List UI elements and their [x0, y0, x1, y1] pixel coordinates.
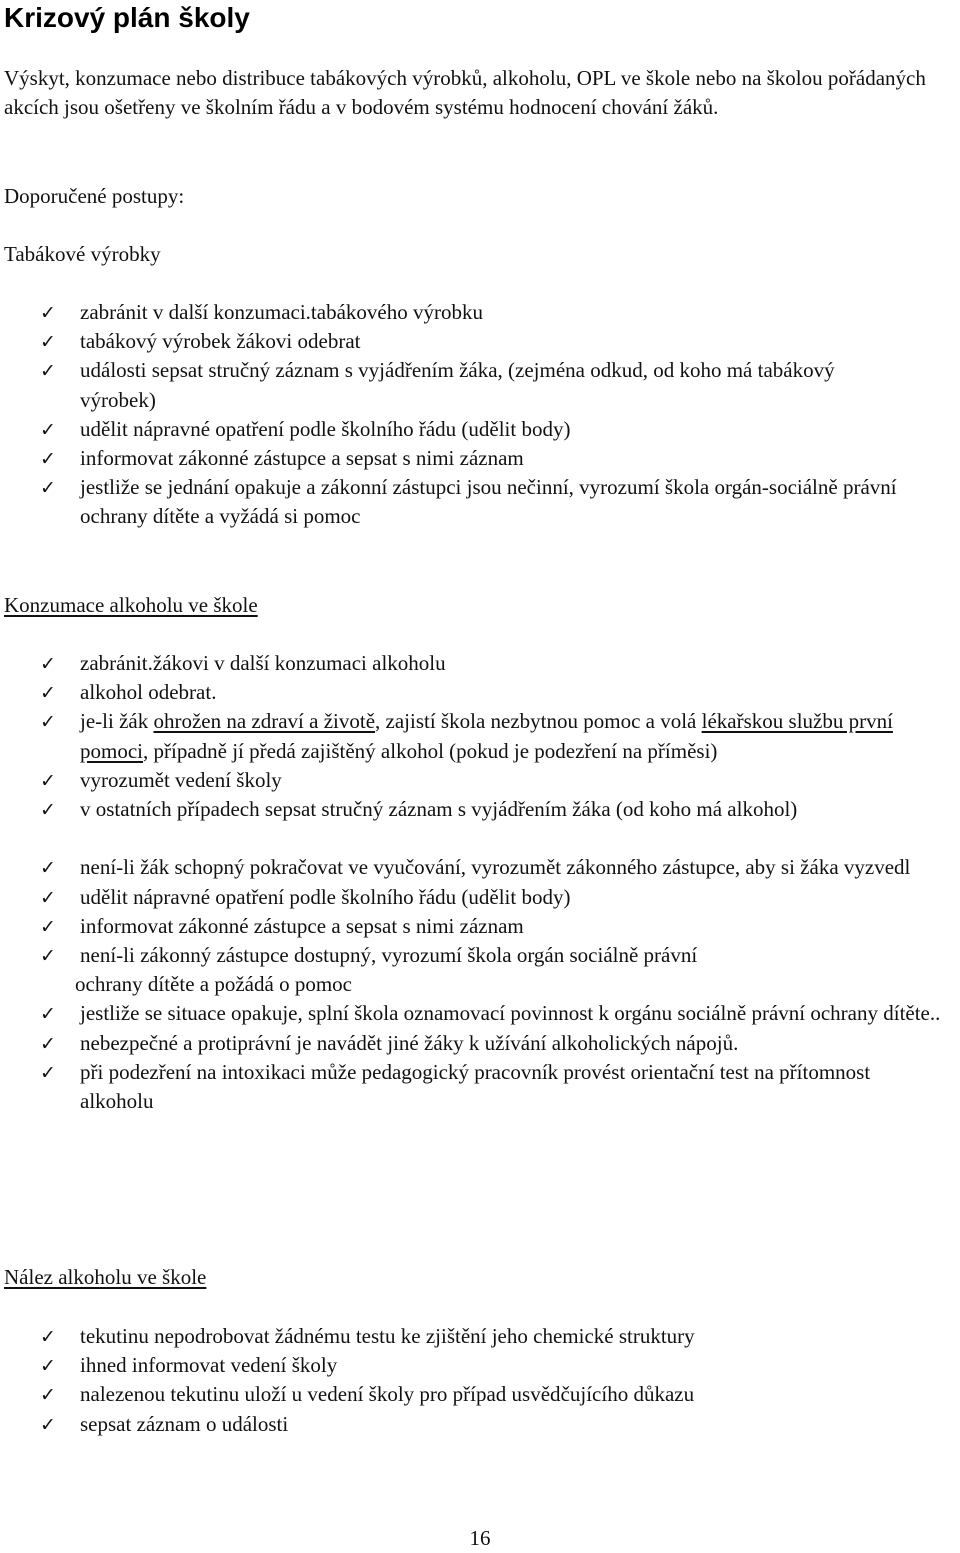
list-item: ✓ tabákový výrobek žákovi odebrat	[0, 327, 960, 356]
list-item: ✓ udělit nápravné opatření podle školního řádu (udělit body)	[0, 883, 960, 912]
alcohol-list	[0, 649, 960, 1116]
list-item: ✓ zabránit.žákovi v další konzumaci alkoholu	[0, 649, 960, 678]
list-item: ✓ ihned informovat vedení školy	[0, 1351, 960, 1380]
checkmark-icon: ✓	[40, 682, 56, 705]
checkmark-icon: ✓	[40, 1413, 56, 1436]
list-item: ✓ tekutinu nepodrobovat žádnému testu ke zjištění jeho chemické struktury	[0, 1322, 960, 1351]
list-gap	[0, 824, 960, 853]
found-heading: Nález alkoholu ve škole	[4, 1265, 207, 1289]
checkmark-icon: ✓	[40, 915, 56, 938]
intro-paragraph: Výskyt, konzumace nebo distribuce tabákových výrobků, alkoholu, OPL ve škole nebo na školou pořádaných akcích jsou ošetřeny ve školním řádu a v bodovém systému hodnocení chování žáků.	[4, 66, 926, 119]
page-title: Krizový plán školy	[4, 2, 250, 33]
checkmark-icon: ✓	[40, 448, 56, 471]
list-item: ✓ v ostatních případech sepsat stručný záznam s vyjádřením žáka (od koho má alkohol)	[0, 795, 960, 824]
checkmark-icon: ✓	[40, 857, 56, 880]
tobacco-heading: Tabákové výrobky	[4, 242, 161, 266]
tobacco-list	[0, 298, 960, 532]
list-continuation: ochrany dítěte a požádá o pomoc	[75, 972, 352, 997]
checkmark-icon: ✓	[40, 418, 56, 441]
checkmark-icon: ✓	[40, 1061, 56, 1084]
list-item: ✓ informovat zákonné zástupce a sepsat s nimi záznam	[0, 444, 960, 473]
checkmark-icon: ✓	[40, 945, 56, 968]
list-item: ✓ jestliže se jednání opakuje a zákonní zástupci jsou nečinní, vyrozumí škola orgán-sociálně právní ochrany dítěte a vyžádá si pomoc	[40, 475, 897, 529]
checkmark-icon: ✓	[40, 331, 56, 354]
recommended-heading: Doporučené postupy:	[4, 184, 185, 208]
checkmark-icon: ✓	[40, 302, 56, 324]
list-item: ✓ alkohol odebrat.	[0, 678, 960, 707]
list-item: ✓ sepsat záznam o události	[0, 1410, 960, 1439]
found-list	[0, 1322, 960, 1439]
checkmark-icon: ✓	[40, 653, 56, 675]
checkmark-icon: ✓	[40, 799, 56, 822]
checkmark-icon: ✓	[40, 360, 56, 383]
checkmark-icon: ✓	[40, 1003, 56, 1026]
list-item: ✓ je-li žák ohrožen na zdraví a životě, zajistí škola nezbytnou pomoc a volá lékařskou službu první pomoci, případně jí předá zajištěný alkohol (pokud je podezření na příměsi)	[40, 709, 893, 763]
list-item: ✓ udělit nápravné opatření podle školního řádu (udělit body)	[0, 415, 960, 444]
list-item: ✓ nalezenou tekutinu uloží u vedení školy pro případ usvědčujícího důkazu	[0, 1380, 960, 1409]
list-item: ✓ nebezpečné a protiprávní je navádět jiné žáky k užívání alkoholických nápojů.	[0, 1029, 960, 1058]
checkmark-icon: ✓	[40, 711, 56, 734]
list-item: ✓ není-li zákonný zástupce dostupný, vyrozumí škola orgán sociálně právní	[0, 941, 960, 970]
list-item: ✓ zabránit v další konzumaci.tabákového výrobku	[0, 298, 960, 327]
page-number: 16	[469, 1526, 491, 1550]
checkmark-icon: ✓	[40, 1326, 56, 1348]
checkmark-icon: ✓	[40, 1032, 56, 1055]
checkmark-icon: ✓	[40, 1355, 56, 1378]
alcohol-heading: Konzumace alkoholu ve škole	[4, 593, 258, 617]
list-item: ✓ jestliže se situace opakuje, splní škola oznamovací povinnost k orgánu sociálně právní ochrany dítěte..	[0, 999, 960, 1028]
checkmark-icon: ✓	[40, 886, 56, 909]
checkmark-icon: ✓	[40, 769, 56, 792]
list-item: ✓ informovat zákonné zástupce a sepsat s nimi záznam	[0, 912, 960, 941]
list-item: ✓ při podezření na intoxikaci může pedagogický pracovník provést orientační test na přítomnost alkoholu	[40, 1059, 871, 1114]
first-aid-link[interactable]: lékařskou službu první pomoci	[80, 709, 893, 763]
health-danger-link[interactable]: ohrožen na zdraví a životě	[153, 709, 376, 734]
checkmark-icon: ✓	[40, 1384, 56, 1407]
checkmark-icon: ✓	[40, 477, 56, 500]
list-item: ✓ není-li žák schopný pokračovat ve vyučování, vyrozumět zákonného zástupce, aby si žáka vyzvedl	[0, 853, 960, 882]
list-item: ✓ události sepsat stručný záznam s vyjádřením žáka, (zejména odkud, od koho má tabákový výrobek)	[40, 358, 835, 412]
list-item: ✓ vyrozumět vedení školy	[0, 766, 960, 795]
